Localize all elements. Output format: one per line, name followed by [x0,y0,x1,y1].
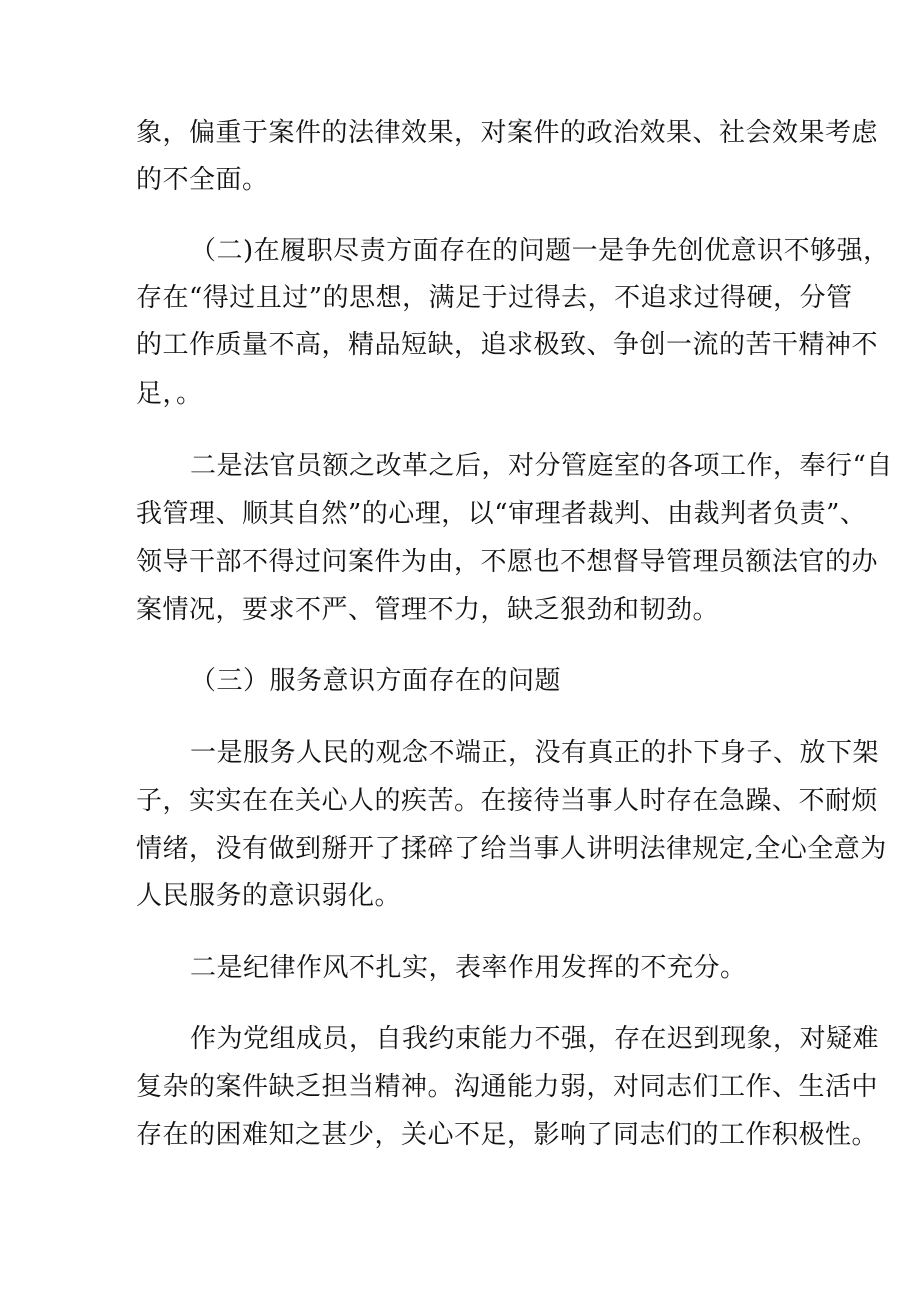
text-line: 子，实实在在关心人的疾苦。在接待当事人时存在急躁、不耐烦 [136,786,879,816]
text-line: （三）服务意识方面存在的问题 [190,666,562,696]
text-line: 我管理、顺其自然”的心理，以“审理者裁判、由裁判者负责”、 [136,499,867,529]
text-line: 情绪，没有做到掰开了揉碎了给当事人讲明法律规定,全心全意为 [136,834,887,864]
text-line: 复杂的案件缺乏担当精神。沟通能力弱，对同志们工作、生活中 [136,1072,879,1102]
text-line: 存在“得过且过”的思想，满足于过得去，不追求过得硬，分管 [136,283,853,313]
text-line: 一是服务人民的观念不端正，没有真正的扑下身子、放下架 [190,738,880,768]
text-line: 作为党组成员，自我约束能力不强，存在迟到现象，对疑难 [190,1024,880,1054]
text-line: （二)在履职尽责方面存在的问题一是争先创优意识不够强， [190,236,890,266]
text-line: 的不全面。 [136,165,269,195]
text-line: 领导干部不得过问案件为由，不愿也不想督导管理员额法官的办 [136,547,879,577]
text-line: 二是法官员额之改革之后，对分管庭室的各项工作，奉行“自 [190,451,893,481]
text-line: 案情况，要求不严、管理不力，缺乏狠劲和韧劲。 [136,595,720,625]
text-line: 存在的困难知之甚少，关心不足，影响了同志们的工作积极性。 [136,1120,879,1150]
text-line: 人民服务的意识弱化。 [136,881,402,911]
text-line: 二是纪律作风不扎实，表率作用发挥的不充分。 [190,953,747,983]
text-line: 足，。 [136,379,203,409]
text-line: 的工作质量不高，精品短缺，追求极致、争创一流的苦干精神不 [136,330,879,360]
text-line: 象，偏重于案件的法律效果，对案件的政治效果、社会效果考虑 [136,118,879,148]
